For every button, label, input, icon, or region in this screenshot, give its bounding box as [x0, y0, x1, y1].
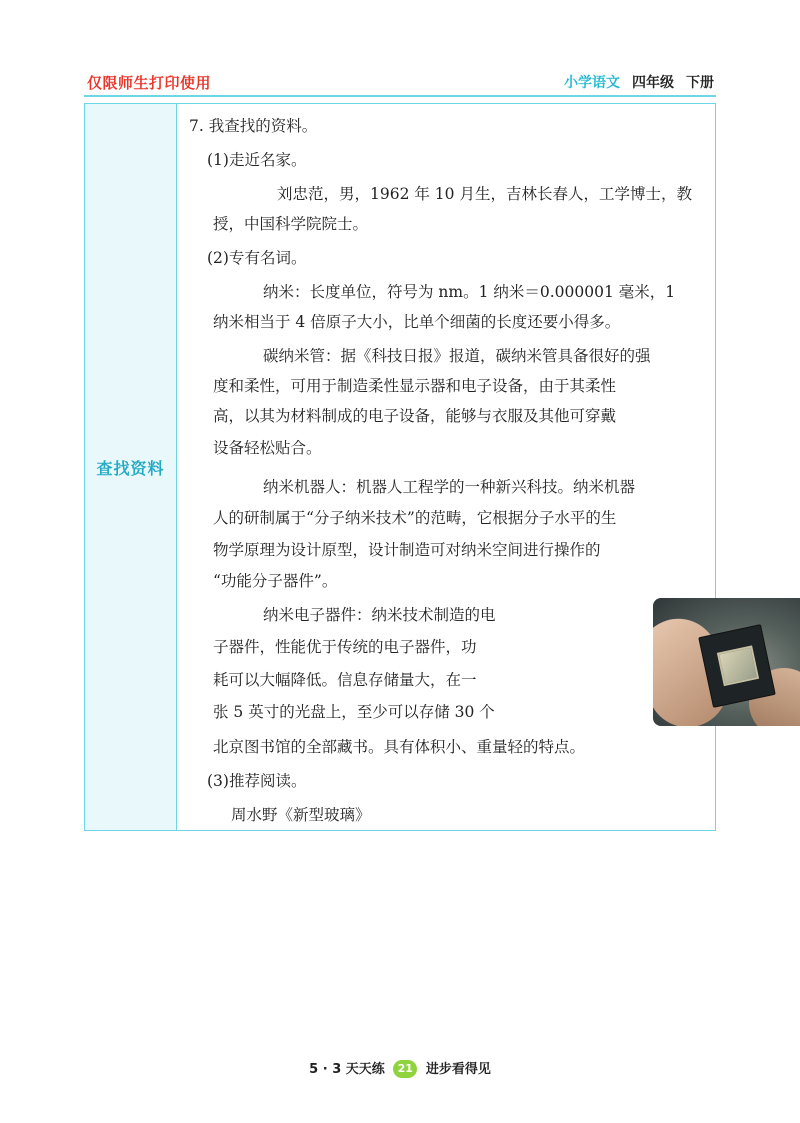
paragraph-line: 设备轻松贴合。 [213, 439, 322, 457]
footer [0, 1058, 800, 1078]
paragraph-line: 碳纳米管：据《科技日报》报道，碳纳米管具备很好的强 [263, 347, 651, 365]
paragraph-line: 物学原理为设计原型，设计制造可对纳米空间进行操作的 [213, 541, 601, 559]
question-title: 7. 我查找的资料。 [189, 117, 318, 135]
paragraph-line: 张 5 英寸的光盘上，至少可以存储 30 个 [213, 703, 495, 721]
footer-slogan: 进步看得见 [425, 1062, 491, 1077]
paragraph-line: 北京图书馆的全部藏书。具有体积小、重量轻的特点。 [213, 738, 586, 756]
photo-chip-die [717, 645, 759, 686]
content-cell [183, 104, 715, 830]
paragraph-line: 耗可以大幅降低。信息存储量大，在一 [213, 671, 477, 689]
page-number-badge: 21 [393, 1060, 417, 1078]
paragraph-line: 子器件，性能优于传统的电子器件，功 [213, 638, 477, 656]
paragraph-line: 纳米：长度单位，符号为 nm。1 纳米＝0.000001 毫米，1 [263, 283, 676, 301]
paragraph-line: 高，以其为材料制成的电子设备，能够与衣服及其他可穿戴 [213, 407, 617, 425]
nano-chip-photo [653, 598, 800, 726]
header-usage-note: 仅限师生打印使用 [87, 74, 212, 92]
section-heading: (2)专有名词。 [207, 249, 307, 267]
paragraph-line: 纳米相当于 4 倍原子大小，比单个细菌的长度还要小得多。 [213, 313, 621, 331]
side-label: 查找资料 [96, 458, 165, 478]
paragraph-line: 授，中国科学院院士。 [213, 215, 369, 233]
paragraph-line: 度和柔性，可用于制造柔性显示器和电子设备，由于其柔性 [213, 377, 617, 395]
paragraph-line: “功能分子器件”。 [213, 572, 338, 590]
header-subject: 小学语文 [564, 75, 620, 91]
paragraph-line: 刘忠范，男，1962 年 10 月生，吉林长春人，工学博士，教 [277, 185, 692, 203]
paragraph-line: 纳米机器人：机器人工程学的一种新兴科技。纳米机器 [263, 478, 636, 496]
recommended-book: 周水野《新型玻璃》 [231, 806, 371, 824]
section-heading: (1)走近名家。 [207, 151, 307, 169]
paragraph-line: 纳米电子器件：纳米技术制造的电 [263, 606, 496, 624]
header-book-info [564, 72, 714, 92]
header-grade: 四年级 [632, 75, 674, 91]
section-heading: (3)推荐阅读。 [207, 772, 307, 790]
photo-chip [698, 624, 776, 708]
paragraph-line: 人的研制属于“分子纳米技术”的范畴，它根据分子水平的生 [213, 509, 617, 527]
footer-brand: 5 · 3 天天练 [309, 1062, 385, 1077]
side-column [85, 104, 177, 830]
exercise-table [84, 103, 716, 831]
header-divider [84, 95, 716, 97]
header-volume: 下册 [686, 75, 714, 91]
